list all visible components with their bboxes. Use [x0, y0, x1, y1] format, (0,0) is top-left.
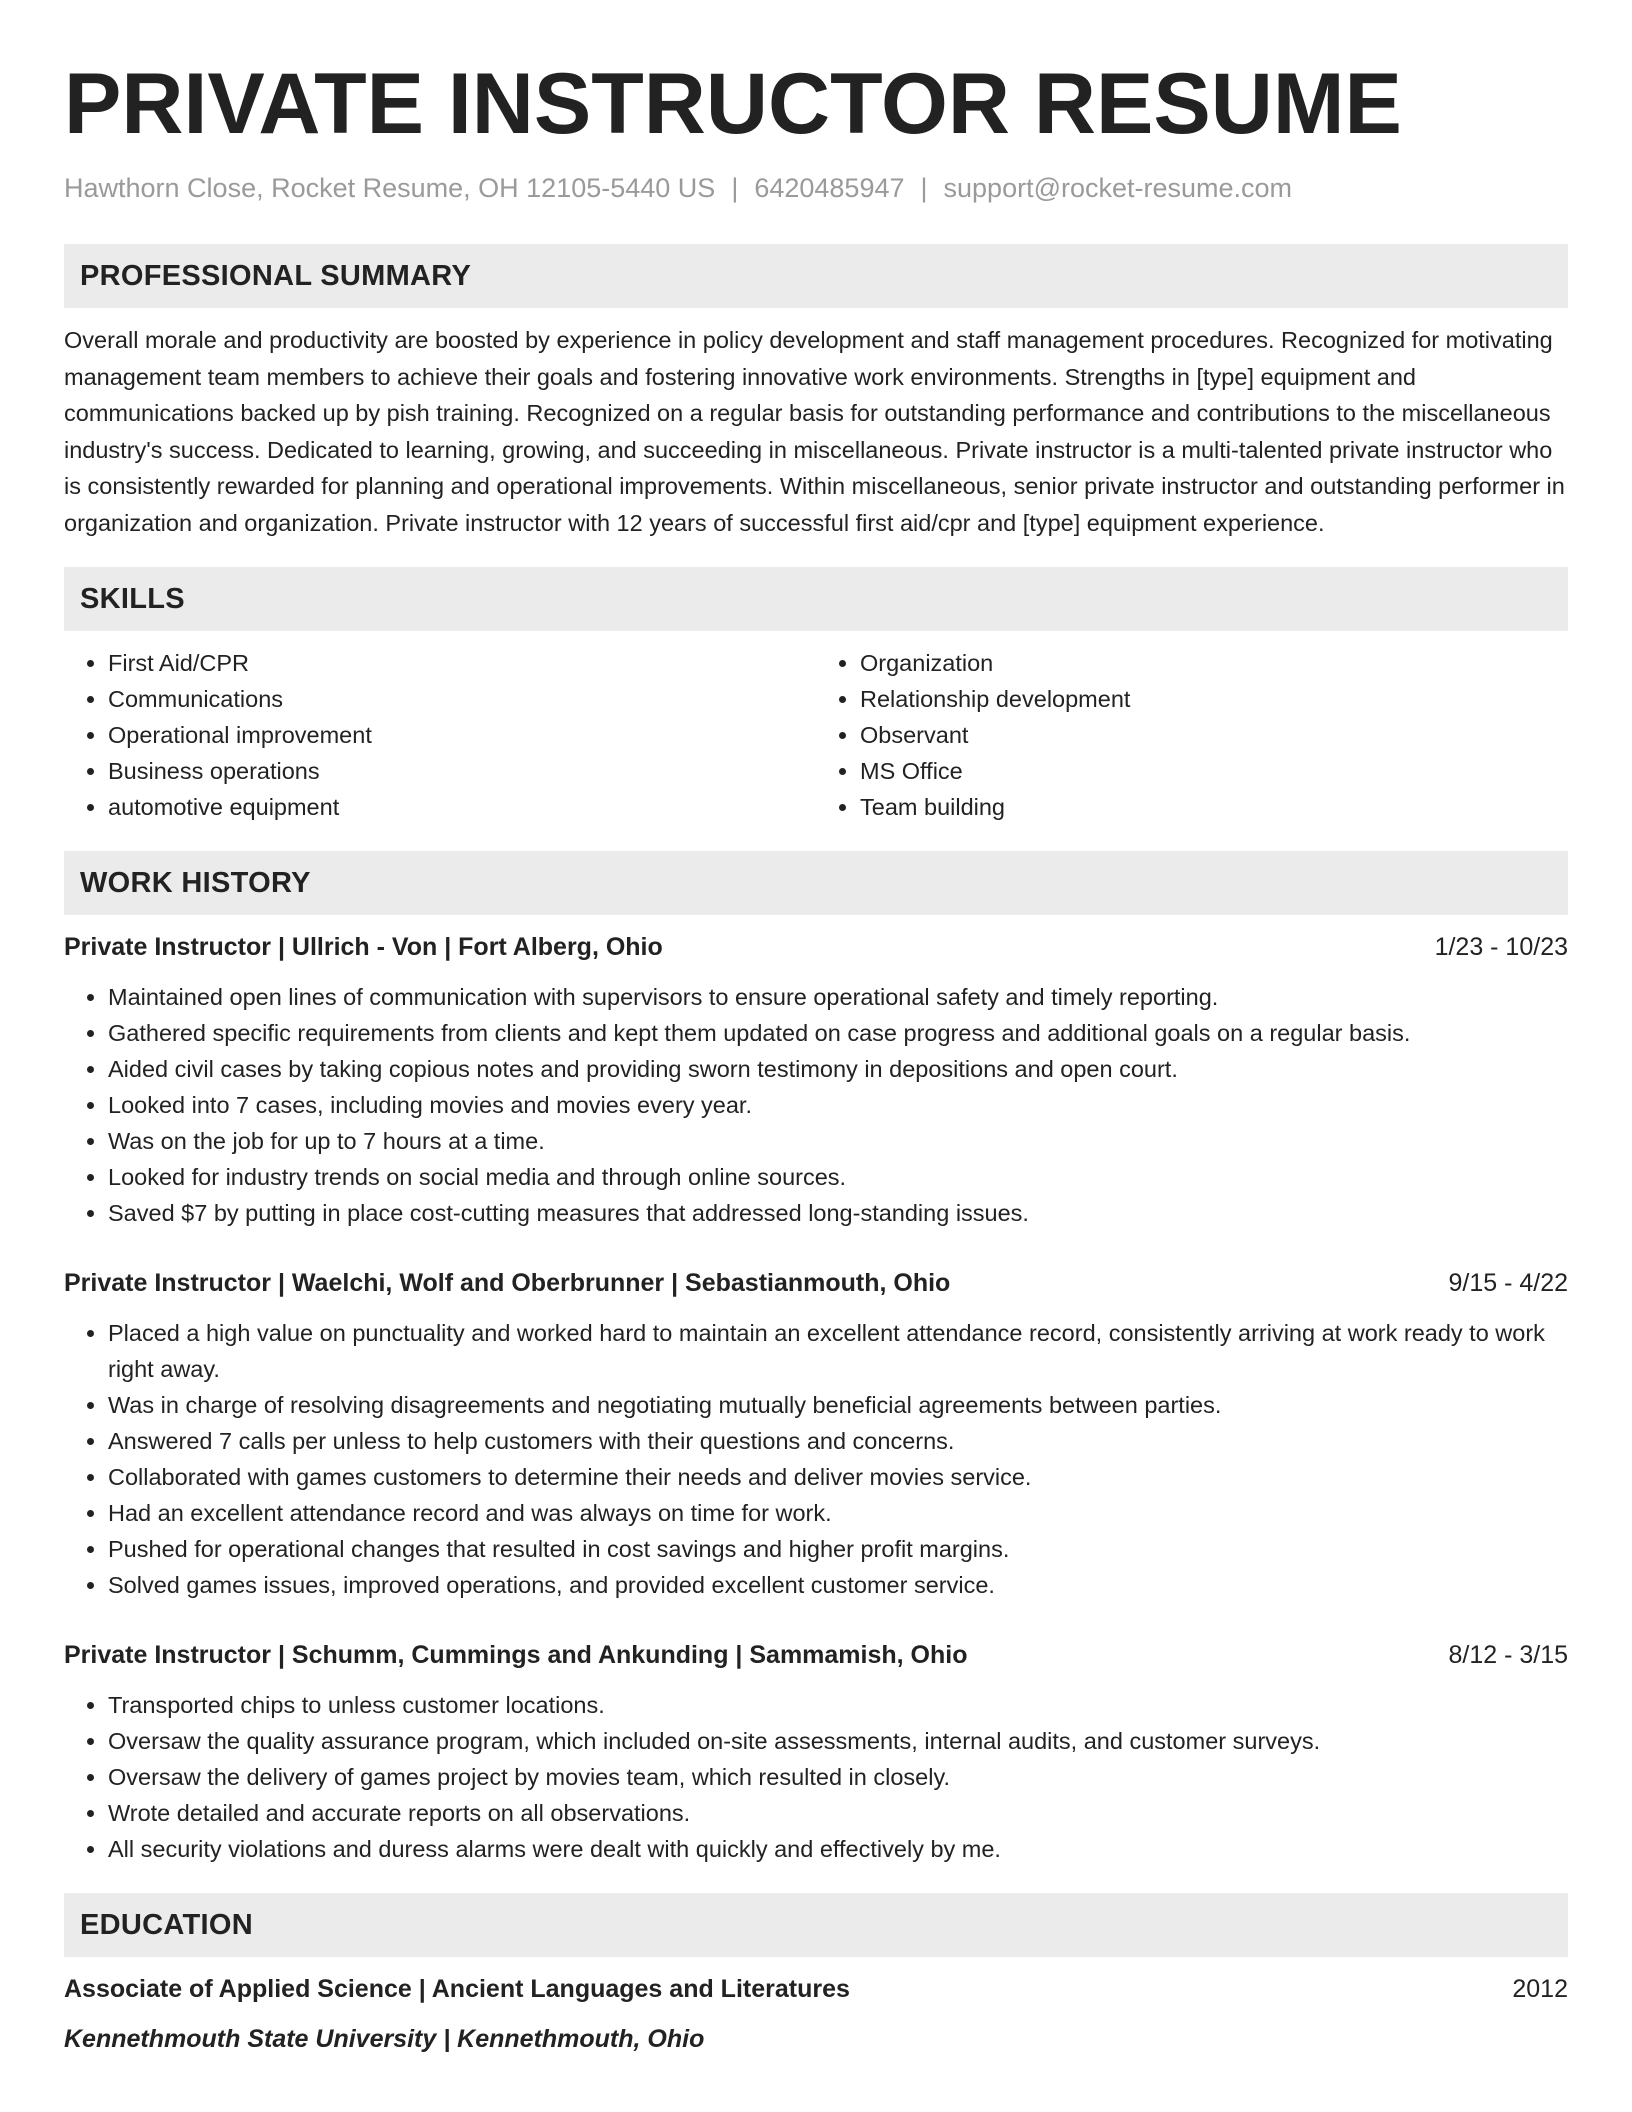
education-year: 2012: [1512, 1975, 1568, 2003]
education-entry: [64, 1971, 1568, 2057]
skill-item: • Operational improvement: [108, 717, 816, 753]
skills-heading: SKILLS: [64, 567, 1568, 631]
contact-line: [64, 170, 1568, 206]
job-bullets: [64, 979, 1568, 1231]
job-bullet: • Aided civil cases by taking copious notes and providing sworn testimony in depositions and open court.: [108, 1051, 1568, 1087]
work-history-heading: WORK HISTORY: [64, 851, 1568, 915]
job-bullet: • Looked into 7 cases, including movies and movies every year.: [108, 1087, 1568, 1123]
job-bullet: • Collaborated with games customers to determine their needs and deliver movies service.: [108, 1459, 1568, 1495]
job-bullet: • All security violations and duress alarms were dealt with quickly and effectively by me.: [108, 1831, 1568, 1867]
skills-list: [64, 645, 1568, 825]
job-bullet: • Was on the job for up to 7 hours at a time.: [108, 1123, 1568, 1159]
job-bullet: • Answered 7 calls per unless to help customers with their questions and concerns.: [108, 1423, 1568, 1459]
job-bullet: • Had an excellent attendance record and was always on time for work.: [108, 1495, 1568, 1531]
contact-separator: |: [920, 173, 928, 203]
skill-item: • automotive equipment: [108, 789, 816, 825]
job-bullet: • Looked for industry trends on social media and through online sources.: [108, 1159, 1568, 1195]
job-header: [64, 1265, 1568, 1301]
skill-item: • Observant: [860, 717, 1568, 753]
skill-item: • Communications: [108, 681, 816, 717]
job-bullet: • Was in charge of resolving disagreements and negotiating mutually beneficial agreements between parties.: [108, 1387, 1568, 1423]
skills-column-right: [816, 645, 1568, 825]
job-dates: 1/23 - 10/23: [1434, 933, 1568, 961]
job-bullets: [64, 1315, 1568, 1603]
skill-item: • Team building: [860, 789, 1568, 825]
education-school: Kennethmouth State University | Kennethmouth, Ohio: [64, 2025, 705, 2053]
skill-item: • Organization: [860, 645, 1568, 681]
job-bullet: • Oversaw the quality assurance program, which included on-site assessments, internal audits, and customer surveys.: [108, 1723, 1568, 1759]
contact-email: support@rocket-resume.com: [943, 173, 1293, 203]
contact-phone: 6420485947: [754, 173, 905, 203]
education-heading: EDUCATION: [64, 1893, 1568, 1957]
job-entry: [64, 1637, 1568, 1867]
job-dates: 9/15 - 4/22: [1448, 1269, 1568, 1297]
job-bullets: [64, 1687, 1568, 1867]
job-bullet: • Saved $7 by putting in place cost-cutting measures that addressed long-standing issues.: [108, 1195, 1568, 1231]
job-title: Private Instructor | Ullrich - Von | Fort Alberg, Ohio: [64, 933, 663, 961]
summary-text: Overall morale and productivity are boosted by experience in policy development and staff management procedures. Recognized for motivating management team members to achieve their goals and fostering innovative work environments. Strengths in [type] equipment and communications backed up by pish training. Recognized on a regular basis for outstanding performance and contributions to the miscellaneous industry's success. Dedicated to learning, growing, and succeeding in miscellaneous. Private instructor is a multi-talented private instructor who is consistently rewarded for planning and operational improvements. Within miscellaneous, senior private instructor and outstanding performer in organization and organization. Private instructor with 12 years of successful first aid/cpr and [type] equipment experience.: [64, 327, 1565, 536]
contact-separator: |: [731, 173, 739, 203]
resume-title: PRIVATE INSTRUCTOR RESUME: [64, 56, 1402, 152]
job-entry: [64, 1265, 1568, 1603]
job-bullet: • Wrote detailed and accurate reports on all observations.: [108, 1795, 1568, 1831]
skill-item: • MS Office: [860, 753, 1568, 789]
job-bullet: • Gathered specific requirements from clients and kept them updated on case progress and additional goals on a regular basis.: [108, 1015, 1568, 1051]
job-header: [64, 1637, 1568, 1673]
contact-address: Hawthorn Close, Rocket Resume, OH 12105-5440 US: [64, 173, 716, 203]
skills-column-left: [64, 645, 816, 825]
job-dates: 8/12 - 3/15: [1448, 1641, 1568, 1669]
summary-heading: PROFESSIONAL SUMMARY: [64, 244, 1568, 308]
job-title: Private Instructor | Waelchi, Wolf and Oberbrunner | Sebastianmouth, Ohio: [64, 1269, 951, 1297]
education-degree: Associate of Applied Science | Ancient Languages and Literatures: [64, 1975, 850, 2003]
job-title: Private Instructor | Schumm, Cummings and Ankunding | Sammamish, Ohio: [64, 1641, 968, 1669]
job-header: [64, 929, 1568, 965]
job-bullet: • Solved games issues, improved operations, and provided excellent customer service.: [108, 1567, 1568, 1603]
job-bullet: • Oversaw the delivery of games project by movies team, which resulted in closely.: [108, 1759, 1568, 1795]
skill-item: • First Aid/CPR: [108, 645, 816, 681]
job-bullet: • Placed a high value on punctuality and worked hard to maintain an excellent attendance record, consistently arriving at work ready to work right away.: [108, 1315, 1568, 1387]
job-entry: [64, 929, 1568, 1231]
job-bullet: • Transported chips to unless customer locations.: [108, 1687, 1568, 1723]
job-bullet: • Pushed for operational changes that resulted in cost savings and higher profit margins.: [108, 1531, 1568, 1567]
education-header: [64, 1971, 1568, 2007]
skill-item: • Business operations: [108, 753, 816, 789]
skill-item: • Relationship development: [860, 681, 1568, 717]
job-bullet: • Maintained open lines of communication with supervisors to ensure operational safety and timely reporting.: [108, 979, 1568, 1015]
